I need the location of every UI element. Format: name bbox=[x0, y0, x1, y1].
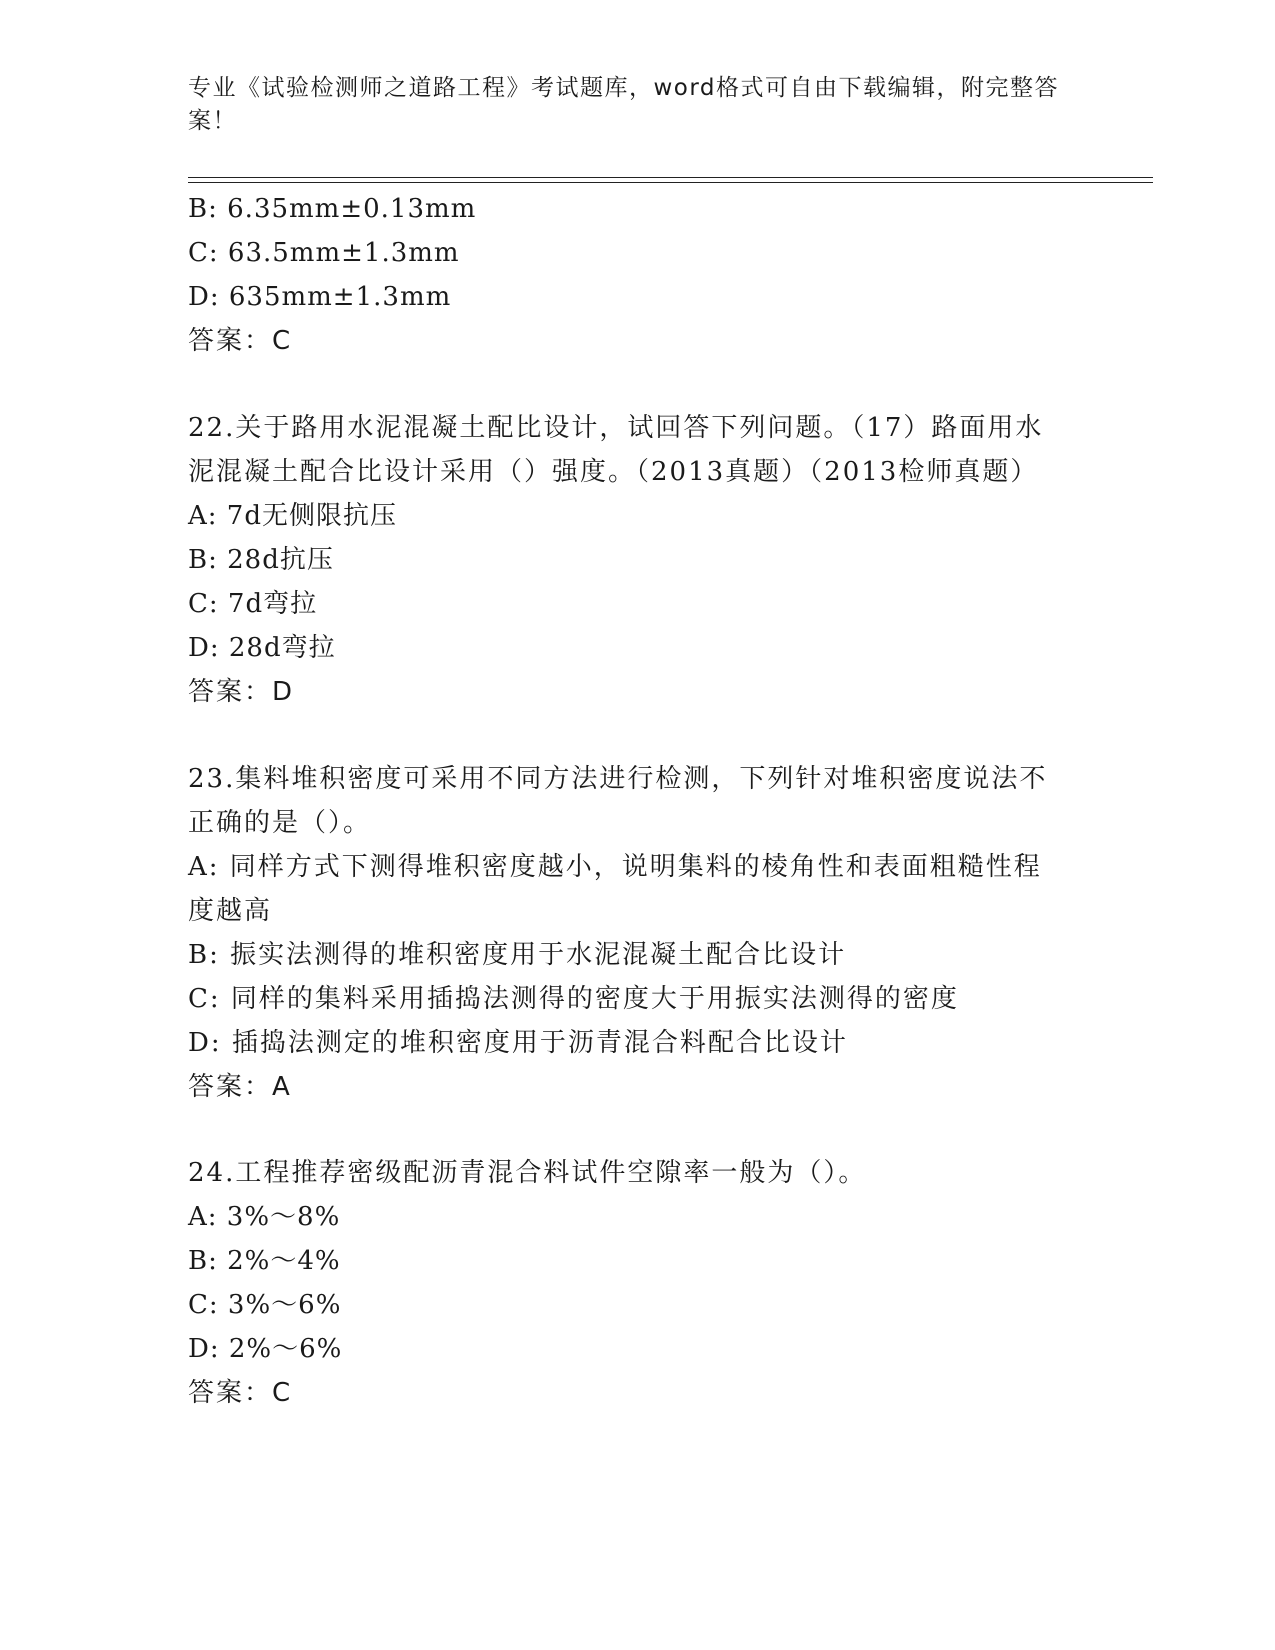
q24-stem-line-1: 24.工程推荐密级配沥青混合料试件空隙率一般为（）。 bbox=[188, 1158, 867, 1188]
q21-option-c: C: 63.5mm±1.3mm bbox=[188, 238, 460, 268]
q21-answer: 答案：C bbox=[188, 326, 293, 356]
q22-answer: 答案：D bbox=[188, 677, 295, 707]
q24-answer: 答案：C bbox=[188, 1378, 293, 1408]
q21-option-b: B: 6.35mm±0.13mm bbox=[188, 194, 477, 224]
document-header bbox=[188, 72, 1068, 138]
q23-stem-line-2: 正确的是（）。 bbox=[188, 808, 372, 838]
q23-option-d: D: 插捣法测定的堆积密度用于沥青混合料配合比设计 bbox=[188, 1028, 848, 1058]
q22-option-c: C: 7d弯拉 bbox=[188, 589, 318, 619]
q22-option-b: B: 28d抗压 bbox=[188, 545, 334, 575]
q23-answer: 答案：A bbox=[188, 1072, 292, 1102]
header-divider-bottom bbox=[188, 182, 1153, 183]
q23-option-a-line-2: 度越高 bbox=[188, 896, 273, 926]
header-divider-top bbox=[188, 177, 1153, 178]
q24-option-d: D: 2%～6% bbox=[188, 1334, 343, 1364]
header-line-2: 案！ bbox=[188, 108, 237, 134]
q21-option-d: D: 635mm±1.3mm bbox=[188, 282, 452, 312]
q24-option-c: C: 3%～6% bbox=[188, 1290, 342, 1320]
q23-option-a-line-1: A: 同样方式下测得堆积密度越小，说明集料的棱角性和表面粗糙性程 bbox=[188, 852, 1042, 882]
q22-stem-line-1: 22.关于路用水泥混凝土配比设计，试回答下列问题。（17）路面用水 bbox=[188, 413, 1044, 443]
q23-option-c: C: 同样的集料采用插捣法测得的密度大于用振实法测得的密度 bbox=[188, 984, 959, 1014]
q22-option-a: A: 7d无侧限抗压 bbox=[188, 501, 397, 531]
q23-option-b: B: 振实法测得的堆积密度用于水泥混凝土配合比设计 bbox=[188, 940, 847, 970]
q22-option-d: D: 28d弯拉 bbox=[188, 633, 336, 663]
q22-stem-line-2: 泥混凝土配合比设计采用（）强度。（2013真题）（2013检师真题） bbox=[188, 457, 1039, 487]
header-line-1: 专业《试验检测师之道路工程》考试题库，word格式可自由下载编辑，附完整答 bbox=[188, 75, 1060, 101]
q24-option-b: B: 2%～4% bbox=[188, 1246, 341, 1276]
q23-stem-line-1: 23.集料堆积密度可采用不同方法进行检测，下列针对堆积密度说法不 bbox=[188, 764, 1048, 794]
q24-option-a: A: 3%～8% bbox=[188, 1202, 341, 1232]
